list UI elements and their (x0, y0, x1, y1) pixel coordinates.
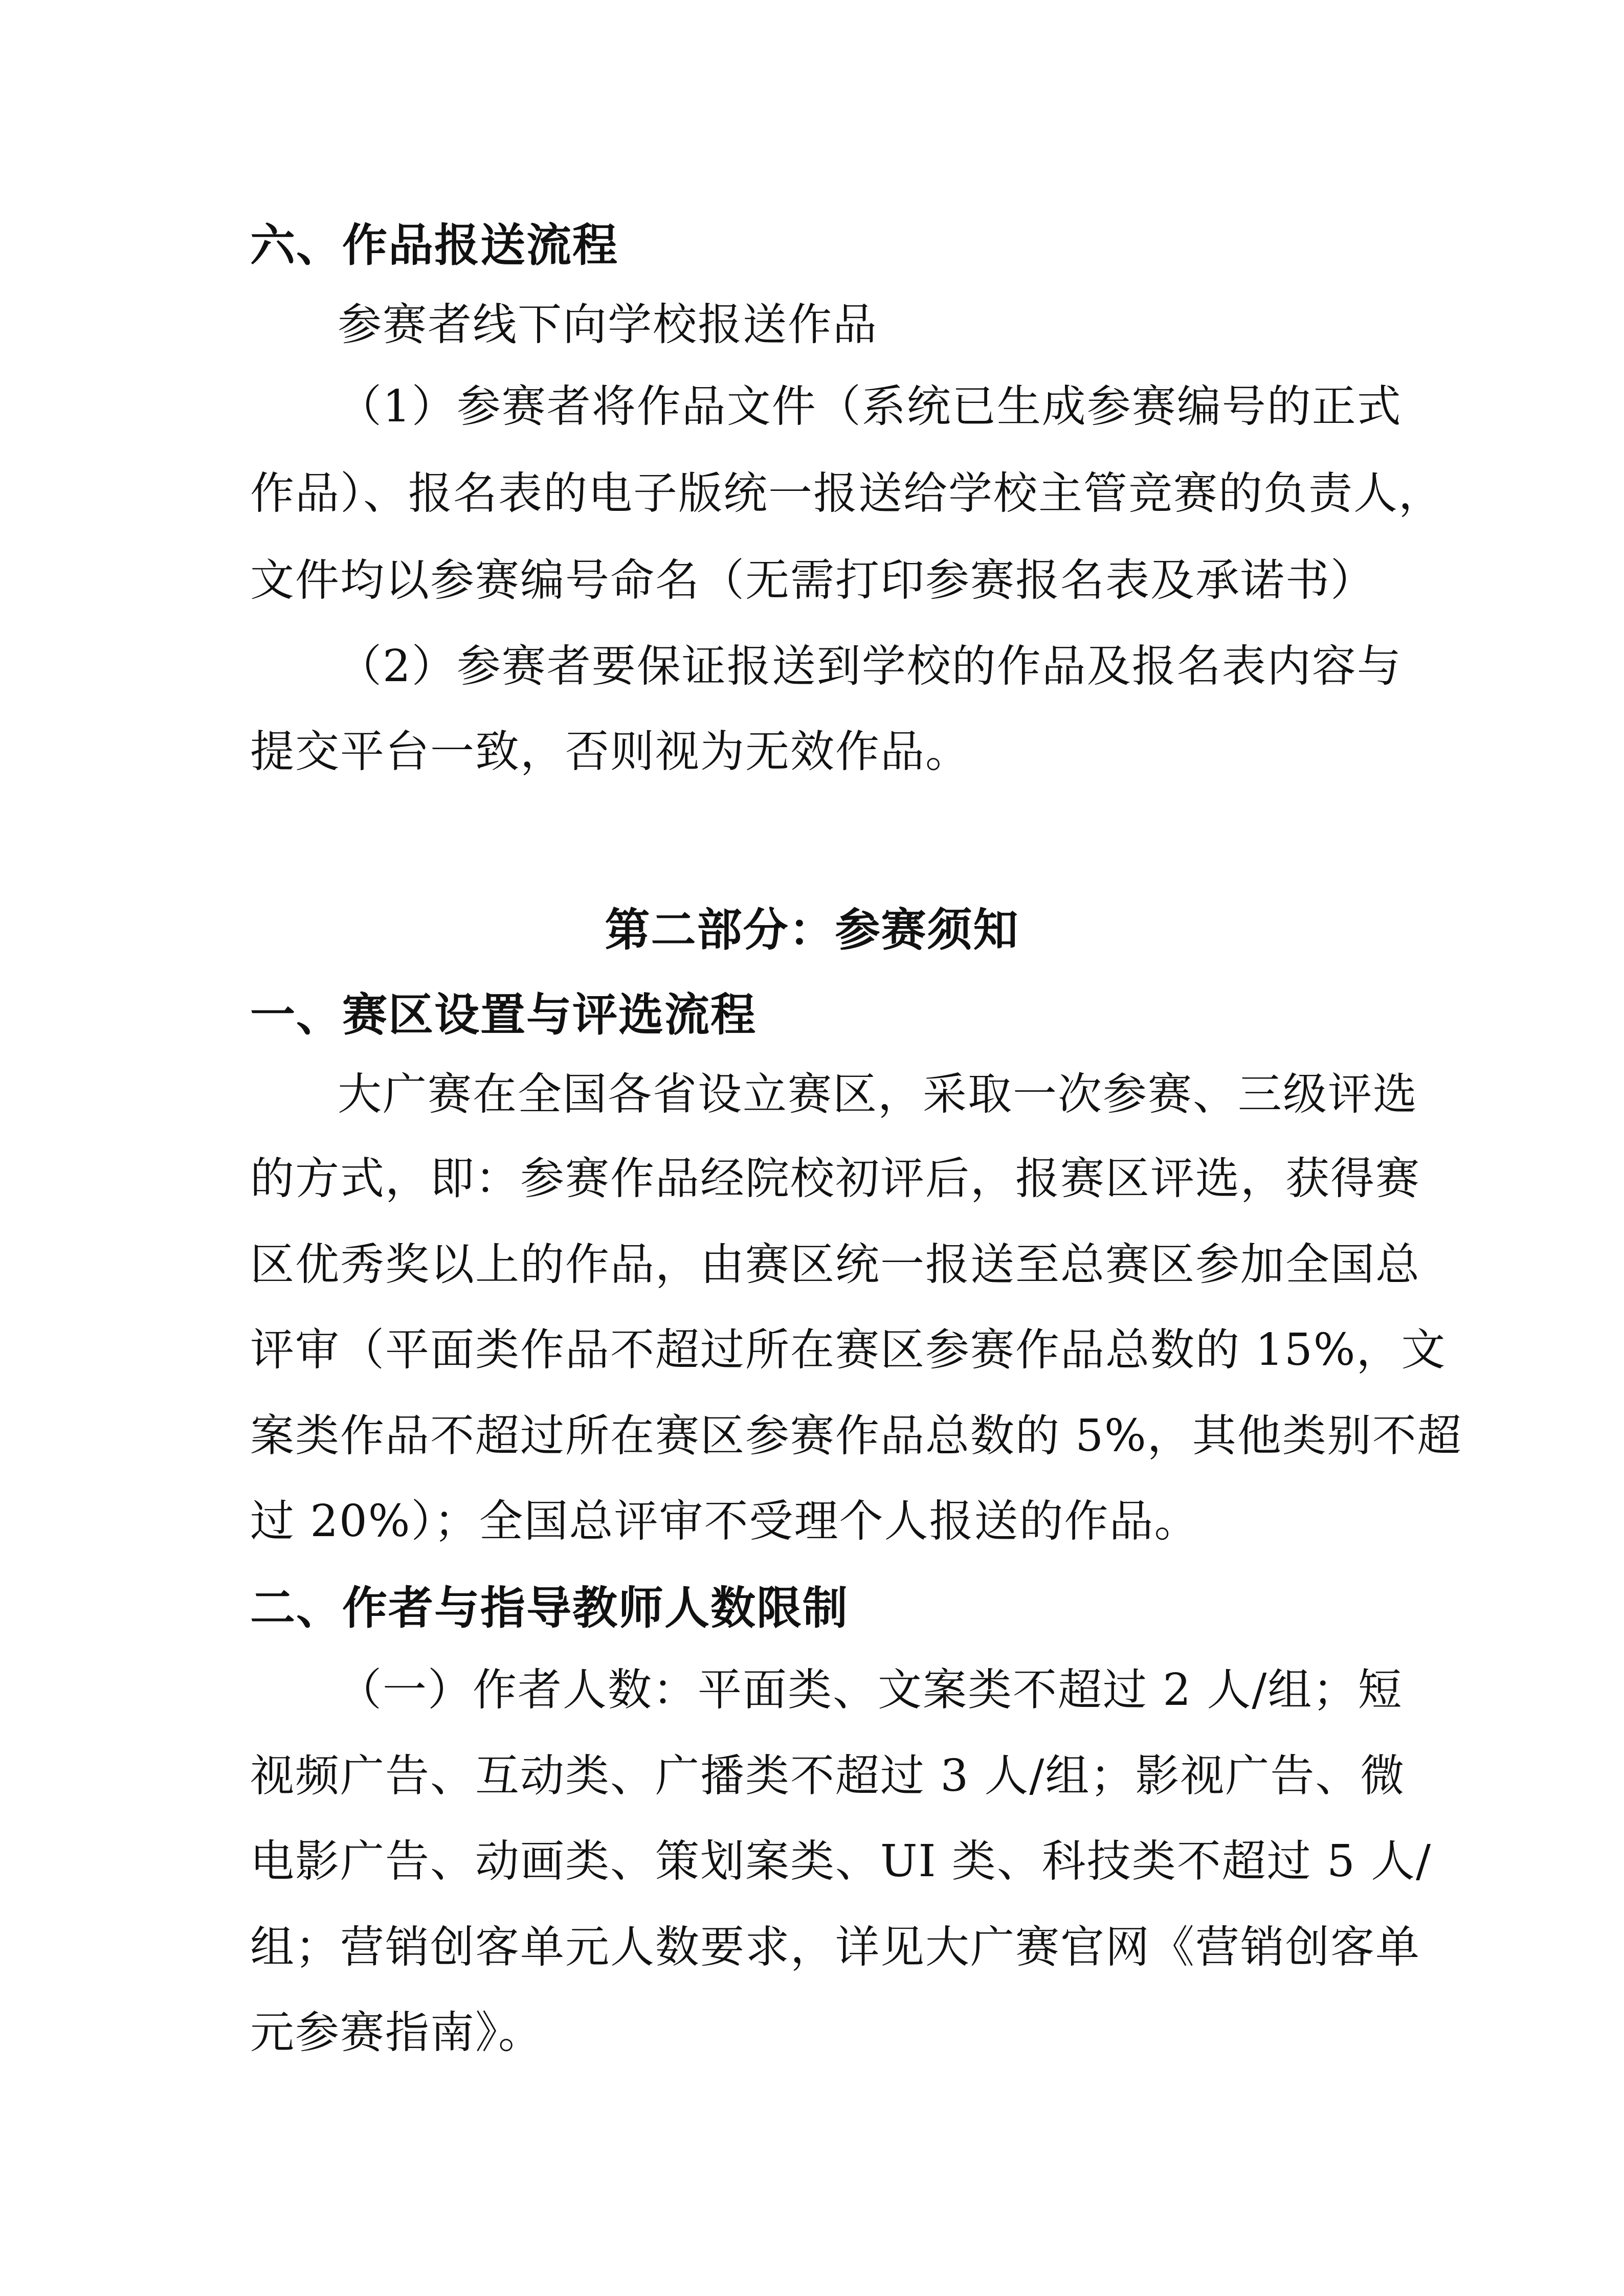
paragraph-line: 组；营销创客单元人数要求，详见大广赛官网《营销创客单 (250, 1922, 1420, 1973)
paragraph-line: 参赛者线下向学校报送作品 (338, 299, 878, 350)
section-heading: 二、作者与指导教师人数限制 (250, 1582, 849, 1634)
paragraph-line: （1）参赛者将作品文件（系统已生成参赛编号的正式 (338, 381, 1402, 432)
section-heading: 六、作品报送流程 (250, 219, 619, 272)
paragraph-line: （2）参赛者要保证报送到学校的作品及报名表内容与 (338, 641, 1402, 692)
paragraph-line: 视频广告、互动类、广播类不超过 3 人/组；影视广告、微 (250, 1750, 1406, 1802)
paragraph-line: 文件均以参赛编号命名（无需打印参赛报名表及承诺书） (250, 555, 1375, 606)
paragraph-line: 评审（平面类作品不超过所在赛区参赛作品总数的 15%，文 (250, 1324, 1447, 1376)
paragraph-line: （一）作者人数：平面类、文案类不超过 2 人/组；短 (338, 1664, 1403, 1716)
paragraph-line: 提交平台一致，否则视为无效作品。 (250, 726, 970, 777)
paragraph-line: 作品）、报名表的电子版统一报送给学校主管竞赛的负责人， (250, 468, 1443, 519)
paragraph-line: 的方式，即：参赛作品经院校初评后，报赛区评选，获得赛 (250, 1153, 1420, 1204)
section-heading: 一、赛区设置与评选流程 (250, 988, 757, 1041)
paragraph-line: 大广赛在全国各省设立赛区，采取一次参赛、三级评选 (338, 1069, 1418, 1120)
paragraph-line: 过 20%）；全国总评审不受理个人报送的作品。 (250, 1496, 1199, 1547)
paragraph-line: 案类作品不超过所在赛区参赛作品总数的 5%，其他类别不超 (250, 1410, 1462, 1461)
paragraph-line: 区优秀奖以上的作品，由赛区统一报送至总赛区参加全国总 (250, 1239, 1420, 1290)
paragraph-line: 电影广告、动画类、策划案类、UI 类、科技类不超过 5 人/ (250, 1836, 1432, 1887)
part-title: 第二部分：参赛须知 (605, 904, 1019, 956)
paragraph-line: 元参赛指南》。 (250, 2007, 543, 2058)
